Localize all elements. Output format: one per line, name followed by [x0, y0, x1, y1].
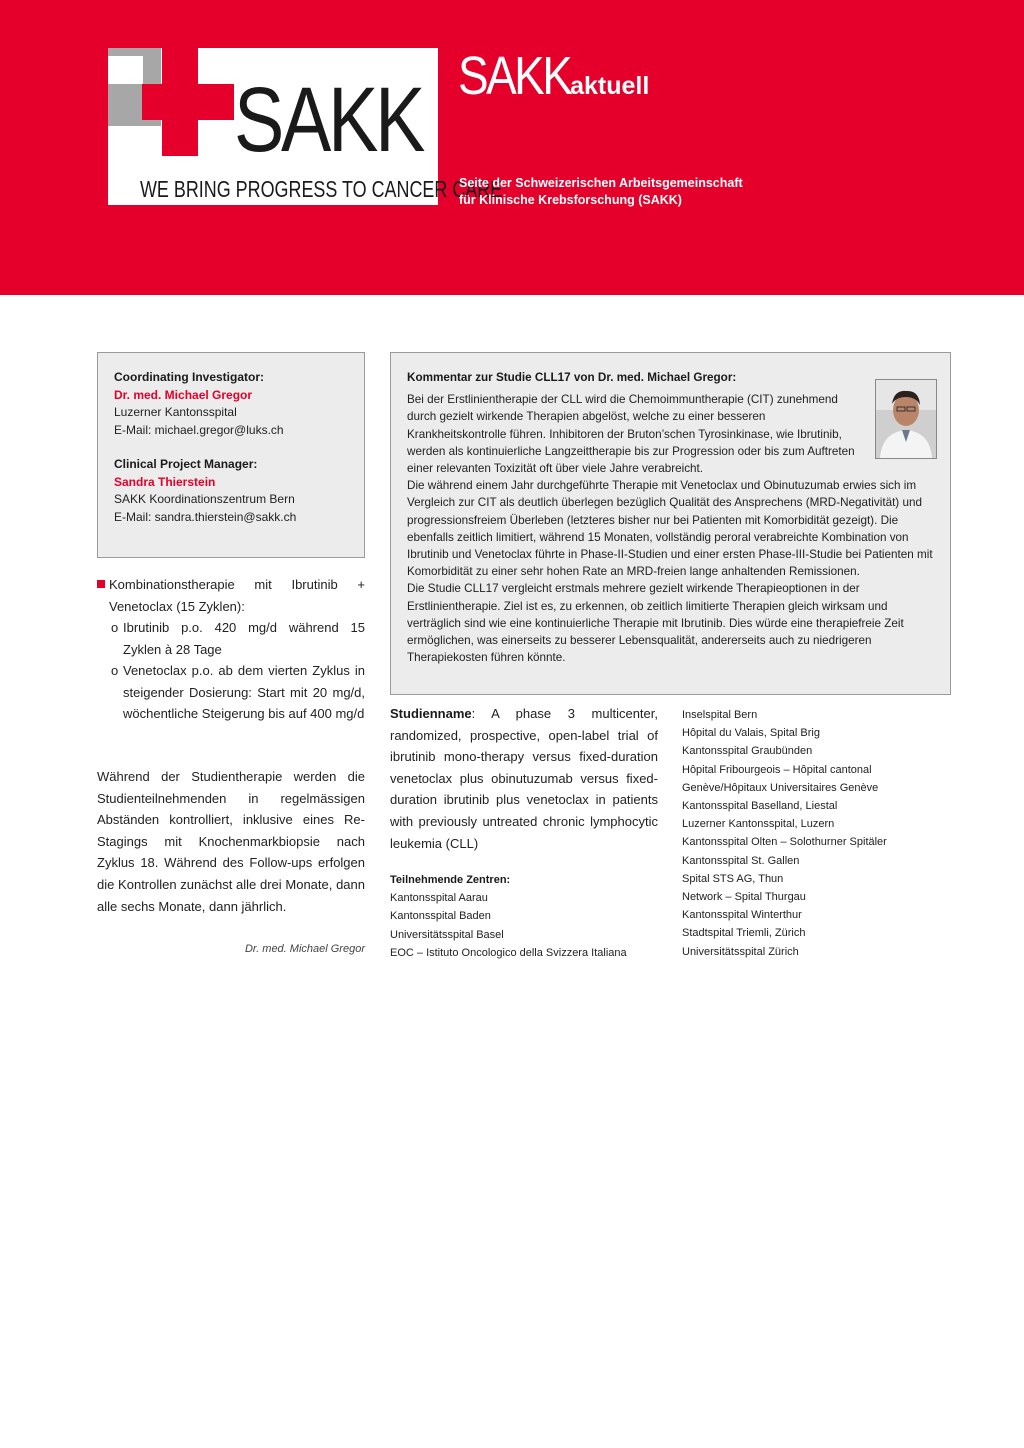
publication-subtitle: [459, 175, 743, 209]
study-name: [390, 703, 658, 854]
sub-marker: o: [111, 663, 119, 678]
logo-wordmark: SAKK: [234, 69, 423, 171]
author-photo: [875, 379, 937, 459]
publication-title-main: SAKK: [458, 46, 571, 106]
comment-box: [390, 352, 951, 695]
coordinator-institution: Luzerner Kantonsspital: [114, 405, 237, 419]
study-name-text: : A phase 3 multicenter, randomized, prospective, open-label trial of ibrutinib mono-therapy versus fixed-duration venetoclax plus obinutuzumab versus fixed-duration ibrutinib plus venetoclax in patients with previously untreated chronic lymphocytic leukemia (CLL): [390, 706, 658, 851]
centers-label: Teilnehmende Zentren:: [390, 874, 511, 886]
center-item: Universitätsspital Basel: [390, 928, 504, 941]
left-body-text: Während der Studientherapie werden die Studienteilnehmenden in regelmässigen Abständen kontrolliert, inklusive eines Re-Stagings mit Knochenmarkbiopsie nach Zyklus 18. Während des Follow-ups erfolgen die Kontrollen zunächst alle drei Monate, dann alle sechs Monate, dann jährlich.: [97, 769, 365, 914]
sub-marker: o: [111, 620, 119, 635]
center-item: Stadtspital Triemli, Zürich: [682, 927, 806, 940]
therapy-bullet: Kombinationstherapie mit Ibrutinib + Venetoclax (15 Zyklen):: [97, 574, 365, 617]
subtitle-line-2: für Klinische Krebsforschung (SAKK): [459, 193, 682, 207]
center-item: EOC – Istituto Oncologico della Svizzera Italiana: [390, 946, 627, 959]
left-signature: Dr. med. Michael Gregor: [244, 943, 365, 955]
center-item: Kantonsspital Aarau: [390, 892, 488, 905]
portrait-icon: [876, 380, 936, 458]
center-item: Kantonsspital Olten – Solothurner Spitäler: [682, 836, 887, 849]
coordinator-email[interactable]: E-Mail: michael.gregor@luks.ch: [114, 422, 284, 437]
coordinator-label: Coordinating Investigator:: [114, 370, 264, 384]
center-item: Hôpital du Valais, Spital Brig: [682, 727, 820, 740]
therapy-item-text: Ibrutinib p.o. 420 mg/d während 15 Zyklen à 28 Tage: [123, 620, 365, 657]
centers-column-1: [390, 871, 660, 962]
centers-column-2: [682, 706, 942, 961]
manager-institution: SAKK Koordinationszentrum Bern: [114, 492, 295, 506]
therapy-list: [97, 574, 365, 725]
study-name-label: Studienname: [390, 706, 472, 721]
publication-title-suffix: aktuell: [570, 72, 650, 100]
publication-title: [458, 46, 649, 106]
center-item: Inselspital Bern: [682, 709, 758, 721]
center-item: Kantonsspital Baden: [390, 910, 491, 923]
header-banner: [0, 0, 1024, 295]
therapy-item-venetoclax: [97, 660, 365, 725]
therapy-item-ibrutinib: [97, 617, 365, 660]
center-item: Kantonsspital St. Gallen: [682, 854, 800, 867]
logo-tagline: WE BRING PROGRESS TO CANCER CARE: [140, 176, 503, 202]
center-item: Kantonsspital Graubünden: [682, 745, 813, 758]
comment-paragraph-1: Bei der Erstlinientherapie der CLL wird die Chemoimmuntherapie (CIT) zunehmend durch gezielt wirkende Therapien abgelöst, welche zu einer besseren Krankheitskontrolle führen. Inhibitoren der Bruton’schen Tyrosinkinase, wie Ibrutinib, werden als kontinuierliche Langzeittherapie bis zur Progression oder bis zum Auftreten einer relevanten Toxizität oft über viele Jahre verabreicht.: [407, 393, 855, 476]
comment-paragraph-3: Die Studie CLL17 vergleicht erstmals mehrere gezielt wirkende Therapieoptionen in der Erstlinientherapie. Ziel ist es, zu erkennen, ob zeitlich limitierte Therapien gleich wirksam und verträglich sind wie eine kontinuierliche Therapie mit Ibrutinib. Dies würde eine therapiefreie Zeit ermöglichen, was einerseits zu besserer Lebensqualität, andererseits auch zu niedrigeren Therapiekosten führen könnte.: [407, 582, 904, 665]
manager-label: Clinical Project Manager:: [114, 457, 258, 471]
center-item: Universitätsspital Zürich: [682, 945, 799, 958]
manager-email[interactable]: E-Mail: sandra.thierstein@sakk.ch: [114, 509, 297, 524]
center-item: Kantonsspital Winterthur: [682, 909, 802, 922]
comment-title: Kommentar zur Studie CLL17 von Dr. med. Michael Gregor:: [407, 371, 737, 384]
coordinator-name: Dr. med. Michael Gregor: [114, 387, 253, 402]
subtitle-line-1: Seite der Schweizerischen Arbeitsgemeinschaft: [459, 176, 743, 190]
sakk-logo: [108, 48, 503, 205]
center-item: Luzerner Kantonsspital, Luzern: [682, 818, 835, 831]
center-item: Network – Spital Thurgau: [682, 891, 806, 904]
manager-name: Sandra Thierstein: [114, 474, 216, 489]
comment-paragraph-2: Die während einem Jahr durchgeführte Therapie mit Venetoclax und Obinutuzumab erwies sich im Vergleich zur CIT als deutlich überlegen bezüglich Qualität des Ansprechens (MRD-Negativität) und progressionsfreiem Überleben (letzteres bisher nur bei Patienten mit Komorbidität gezeigt). Die ebenfalls zeitlich limitiert, während 15 Monaten, vollständig peroral verabreichte Kombination von Ibrutinib und Venetoclax führte in Phase-II-Studien und einer ersten Phase-III-Studie bei Patienten mit Komorbidität zu einer sehr hohen Rate an MRD-freien lange anhaltenden Remissionen.: [407, 479, 933, 579]
center-item: Genève/Hôpitaux Universitaires Genève: [682, 781, 879, 794]
therapy-item-text: Venetoclax p.o. ab dem vierten Zyklus in steigender Dosierung: Start mit 20 mg/d, wöchentliche Steigerung bis auf 400 mg/d: [123, 663, 365, 721]
contact-box: [97, 352, 365, 558]
center-item: Spital STS AG, Thun: [682, 872, 784, 885]
center-item: Kantonsspital Baselland, Liestal: [682, 800, 838, 813]
center-item: Hôpital Fribourgeois – Hôpital cantonal: [682, 763, 872, 776]
